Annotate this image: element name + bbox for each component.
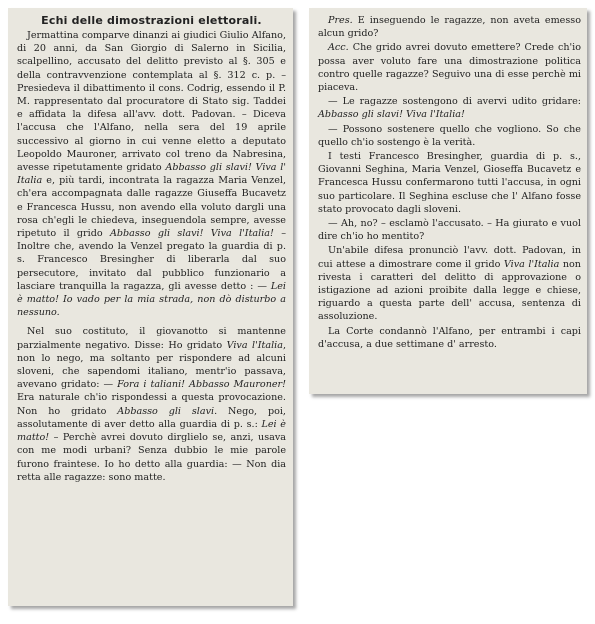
text-run: e, più tardi, incontrata la ragazza Maria Venzel, ch'era accompagnata dalle ragazze Giuseffa Bucavetz e Francesca Hussu, non avendo ella voluto dargli una rosa ch'egli le chiedeva, inseguendola sempre, avesse ripetuto il grido xyxy=(17,175,286,240)
italic-text-run: Lei è matto! Io vado per la mia strada, non dò disturbo a nessuno. xyxy=(17,280,286,319)
text-run: — Ah, no? – esclamò l'accusato. – Ha giurato e vuol dire ch'io ho mentito? xyxy=(318,218,581,243)
article-body-left xyxy=(17,29,286,484)
article-paragraph xyxy=(318,14,581,40)
text-run: Che grido avrei dovuto emettere? Crede ch'io possa aver voluto fare una dimostrazione politica contro quelle ragazze? Seguivo una di esse perchè mi piaceva. xyxy=(318,42,581,94)
article-paragraph xyxy=(318,325,581,351)
article-paragraph xyxy=(17,325,286,483)
italic-text-run: Fora i taliani! Abbasso Mauroner! xyxy=(117,379,286,391)
text-run: E inseguendo le ragazze, non aveta emesso alcun grido? xyxy=(318,15,581,40)
article-title: Echi delle dimostrazioni elettorali. xyxy=(41,14,262,27)
article-paragraph xyxy=(318,123,581,149)
text-run: Nel suo costituto, il giovanotto si mantenne parzialmente negativo. Disse: Ho gridato xyxy=(17,326,286,351)
italic-text-run: Viva l'Italia xyxy=(503,258,560,270)
text-run: , non lo nego, ma soltanto per rispondere ad alcuni sloveni, che sapendomi italiano, mentr'io passava, avevano gridato: — xyxy=(17,339,286,391)
text-run: Era naturale ch'io rispondessi a questa provocazione. Non ho gridato xyxy=(17,392,286,417)
text-run: – Perchè avrei dovuto dirglielo se, anzi, usava con me modi urbani? Senza dubbio le mie parole furono fraintese. Io ho detto alla guardia: — Non dia retta alle ragazze: sono matte. xyxy=(17,432,286,483)
italic-text-run: Abbasso gli slavi! Viva l'Italia! xyxy=(318,109,465,121)
italic-text-run: Pres. xyxy=(328,15,353,26)
italic-text-run: Lei è matto! xyxy=(17,418,286,444)
newspaper-clipping-right xyxy=(309,8,587,394)
article-paragraph xyxy=(318,217,581,243)
text-run: I testi Francesco Bresingher, guardia di p. s., Giovanni Seghina, Maria Venzel, Gioseffa Bucavetz e Francesca Hussu confermarono tutti l'accusa, in ogni suo particolare. Il Seghina escluse che l' Alfano fosse stato provocato dagli sloveni. xyxy=(318,151,581,215)
article-paragraph xyxy=(17,29,286,319)
text-run: Un'abile difesa pronunciò l'avv. dott. Padovan, in cui attese a dimostrare come il grido xyxy=(318,245,581,270)
article-body-right xyxy=(318,14,581,351)
article-paragraph xyxy=(318,244,581,323)
italic-text-run: Viva l'Italia xyxy=(226,339,283,351)
italic-text-run: Acc. xyxy=(328,42,349,54)
newspaper-clipping-left xyxy=(8,8,293,606)
text-run: — Possono sostenere quello che vogliono. So che quello ch'io sostengo è la verità. xyxy=(318,123,581,148)
article-paragraph xyxy=(318,95,581,121)
text-run: Nego, poi, assolutamente di aver detto alla guardia di p. s.: xyxy=(17,405,286,430)
article-paragraph xyxy=(318,41,581,94)
text-run: Jermattina comparve dinanzi ai giudici Giulio Alfano, di 20 anni, da San Giorgio di Salerno in Sicilia, scalpellino, accusato del delitto previsto al §. 305 e della contravvenzione contemplata al §. 312 c. p. – Presiedeva il dibattimento il cons. Codrig, essendo il P. M. rappresentato dal procuratore di Stato sig. Taddei e affidata la difesa all'avv. dott. Padovan. – Diceva l'accusa che l'Alfano, nella sera del 19 aprile successivo al giorno in cui venne eletto a deputato Leopoldo Mauroner, arrivato col treno da Nabresina, avesse ripetutamente gridato xyxy=(17,30,286,174)
text-run: La Corte condannò l'Alfano, per entrambi i capi d'accusa, a due settimane d' arresto. xyxy=(318,325,581,350)
text-run: – Inoltre che, avendo la Venzel pregato la guardia di p. s. Francesco Bresingher di liberarla dal suo persecutore, invitato dal pubblico funzionario a lasciare tranquilla la ragazza, gli avesse detto : — xyxy=(17,228,286,292)
text-run: — Le ragazze sostengono di avervi udito gridare: xyxy=(328,96,581,108)
italic-text-run: Abbasso gli slavi! Viva l'Italia! xyxy=(109,228,274,240)
italic-text-run: Abbasso gli slavi! Viva l' Italia xyxy=(17,162,286,187)
italic-text-run: Abbasso gli slavi. xyxy=(117,405,218,417)
article-paragraph xyxy=(318,150,581,216)
text-run: non rivesta i caratteri del delitto di approvazione o istigazione ad azioni proibite dalla legge e chiese, riguardo a questa parte dell' accusa, sentenza di assoluzione. xyxy=(318,258,581,323)
